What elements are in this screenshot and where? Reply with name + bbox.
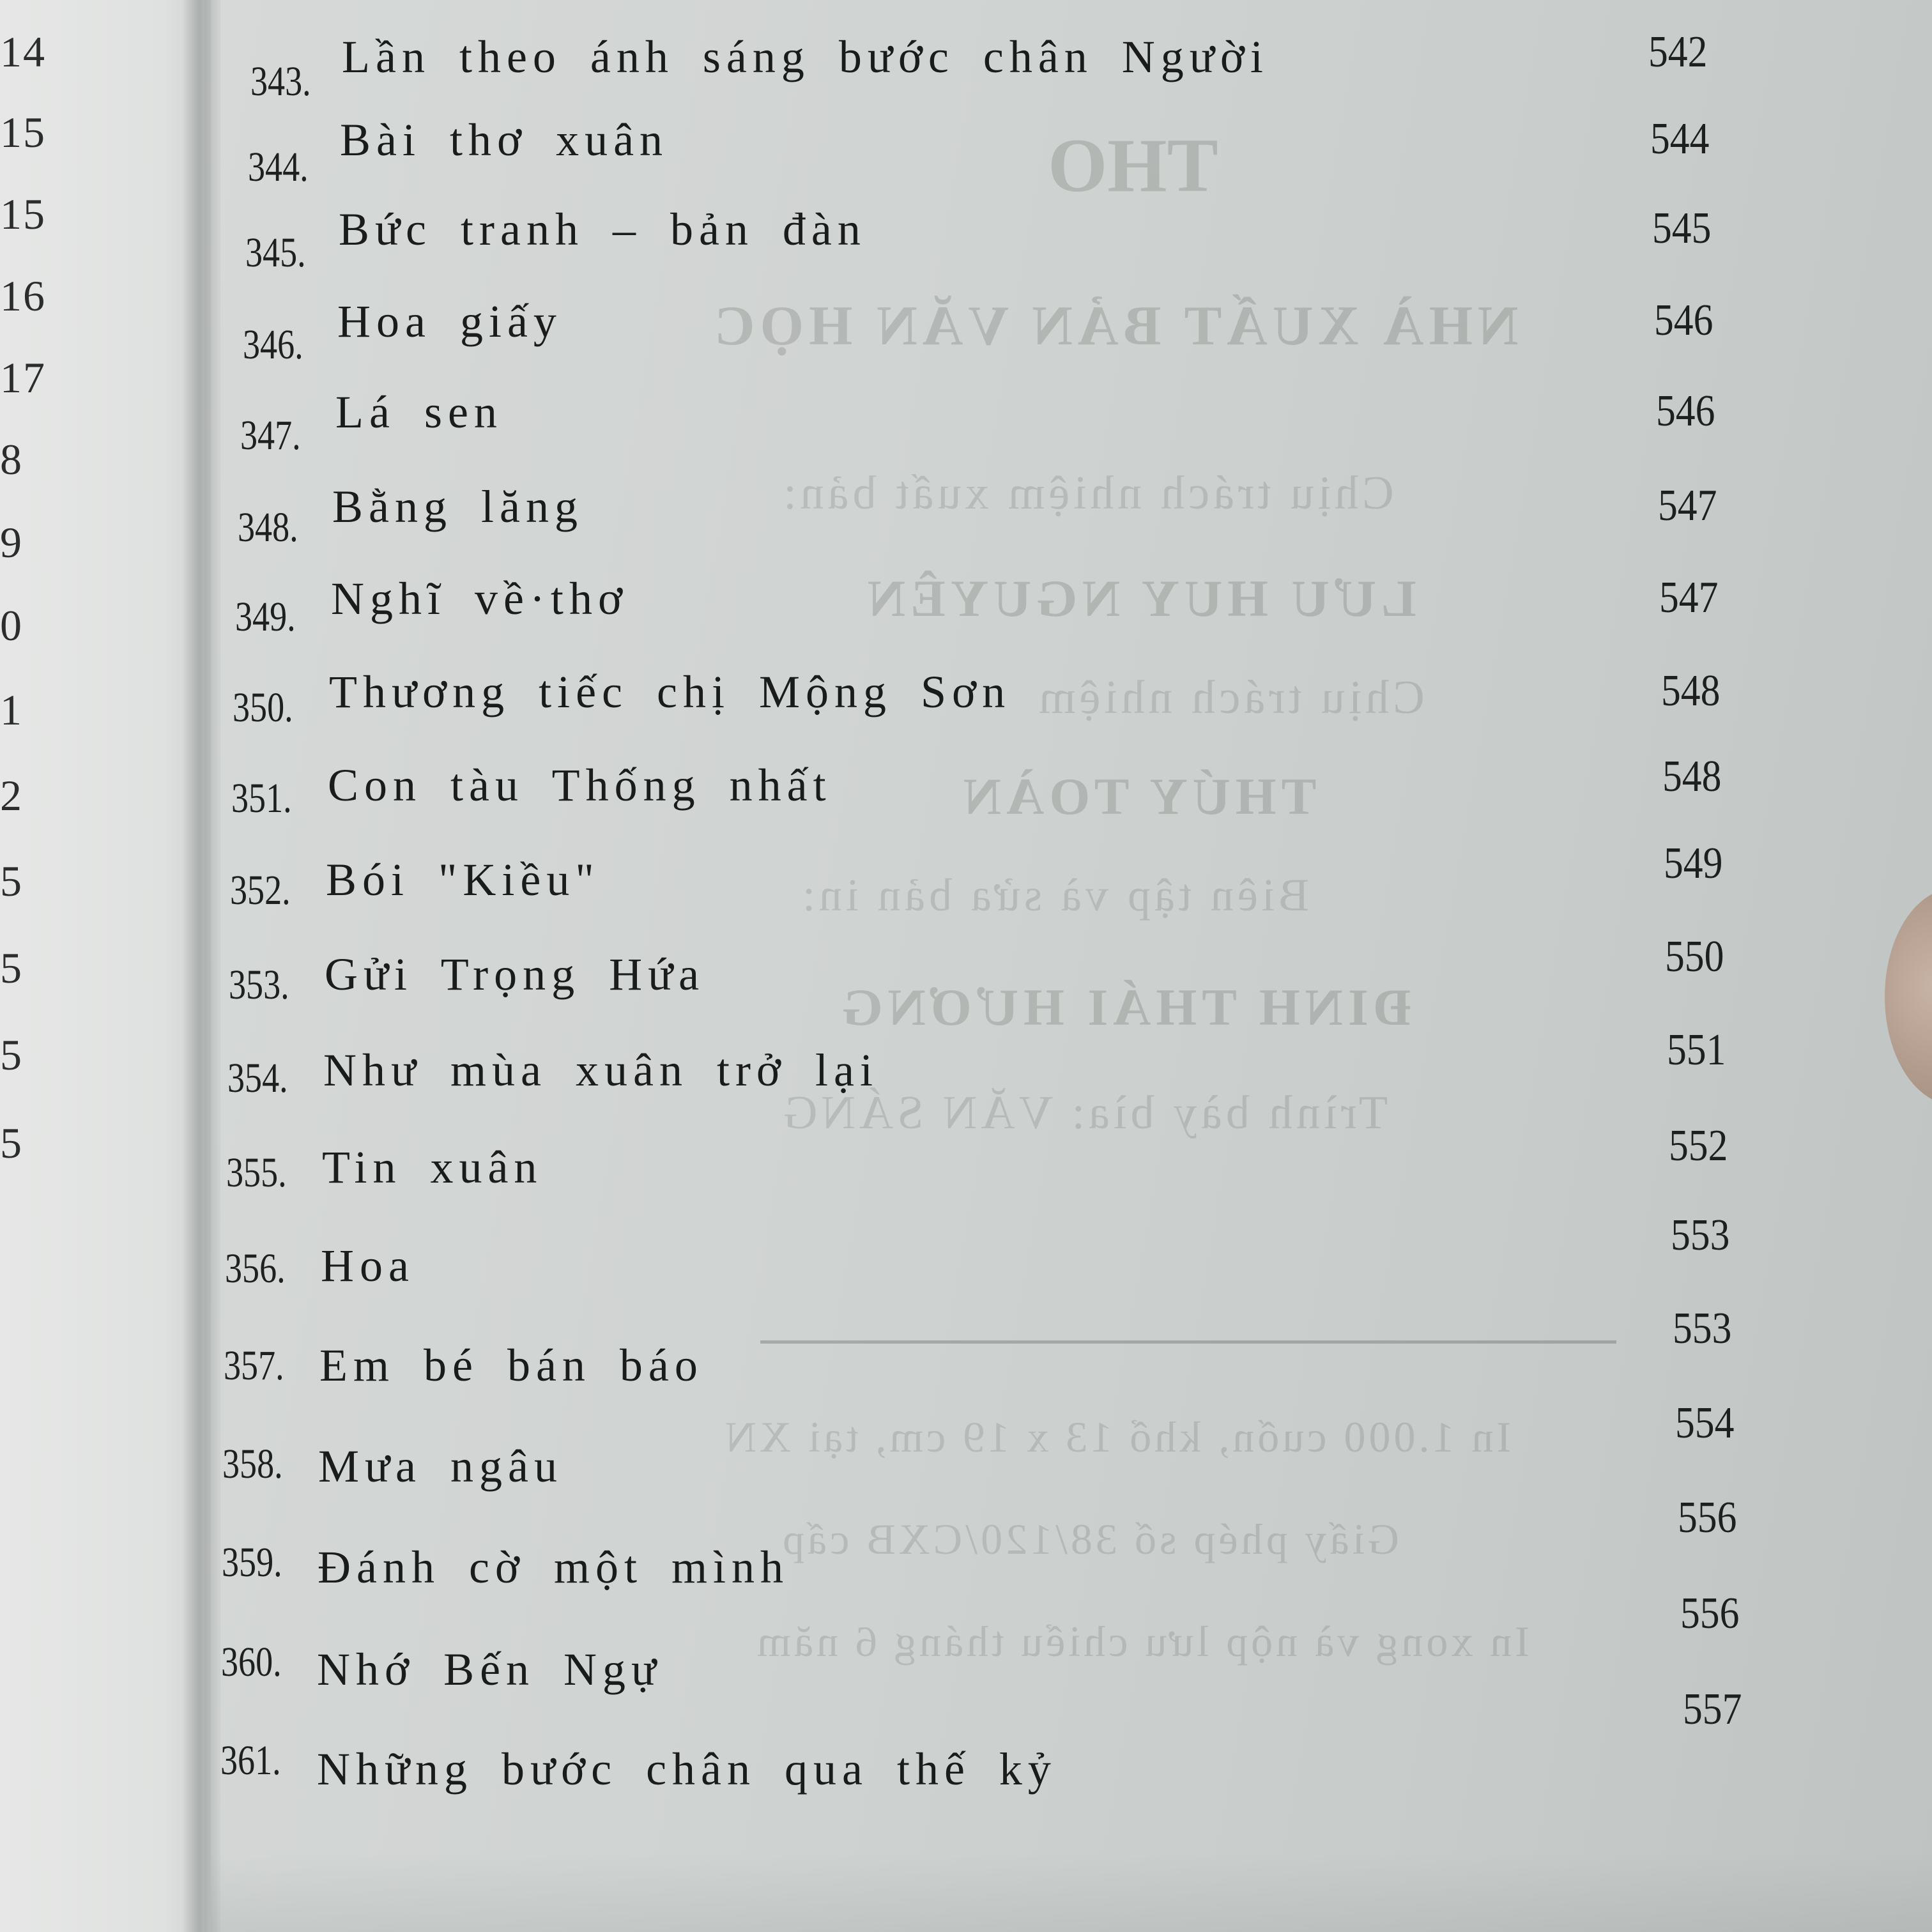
left-page-number: 9: [0, 518, 23, 567]
show-through-text: In 1.000 cuốn, khổ 13 x 19 cm, tại XN: [722, 1413, 1512, 1461]
left-page-number: 5: [0, 1119, 23, 1167]
toc-entry-title: Bói "Kiều": [326, 854, 600, 905]
toc-entry-page: 544: [1650, 114, 1710, 164]
toc-entry-number: 348.: [238, 504, 298, 551]
toc-entry-title: Tin xuân: [322, 1142, 543, 1193]
toc-entry: [0, 839, 1853, 924]
toc-entry-title: Thương tiếc chị Mộng Sơn: [329, 666, 1011, 717]
toc-entry-title: Bài thơ xuân: [340, 114, 669, 165]
show-through-text: THÚY TOÀN: [958, 767, 1317, 825]
toc-entry: [0, 480, 1853, 551]
show-through-text: THO: [1048, 123, 1218, 208]
toc-entry-number: 360.: [221, 1639, 282, 1685]
toc-entry-title: Hoa giấy: [337, 296, 562, 347]
toc-entry-number: 355.: [226, 1149, 287, 1196]
toc-entry-number: 350.: [233, 684, 293, 731]
toc-entry-number: 358.: [222, 1441, 283, 1487]
left-page-number: 17: [0, 353, 46, 402]
toc-entry: [0, 295, 1853, 368]
left-page-number: 5: [0, 944, 23, 992]
toc-entry-title: Con tàu Thống nhất: [328, 760, 832, 811]
toc-entry-page: 546: [1654, 296, 1713, 345]
toc-entry-title: Như mùa xuân trở lại: [323, 1045, 878, 1096]
toc-entry-page: 545: [1652, 204, 1712, 253]
toc-entry-page: 549: [1664, 839, 1723, 888]
toc-entry-page: 556: [1680, 1589, 1740, 1638]
toc-entry-title: Hoa: [321, 1240, 415, 1291]
toc-entry: [0, 1304, 1853, 1409]
toc-entry-number: 343.: [250, 58, 311, 105]
toc-entry-number: 354.: [227, 1055, 288, 1101]
toc-entry-page: 542: [1648, 27, 1708, 77]
toc-entry-title: Nghĩ về·thơ: [331, 573, 629, 624]
toc-entry: [0, 752, 1853, 829]
page-shadow: [211, 1853, 1932, 1932]
toc-entry-number: 344.: [248, 144, 309, 190]
left-page-number: 14: [0, 27, 46, 76]
toc-entry-page: 553: [1673, 1304, 1732, 1353]
toc-entry: [0, 932, 1853, 1018]
toc-entry-page: 551: [1667, 1025, 1726, 1075]
toc-entry-page: 547: [1659, 573, 1719, 622]
left-page-number: 15: [0, 108, 46, 157]
toc-entry: [0, 1685, 1853, 1813]
show-through-text: Giấy phép số 38/120/CXB cấp: [779, 1515, 1399, 1563]
toc-entry-number: 346.: [243, 321, 303, 368]
toc-entry-page: 547: [1658, 481, 1717, 530]
toc-entry: [0, 1025, 1853, 1114]
left-page-number: 5: [0, 1031, 23, 1079]
toc-entry: [0, 1121, 1853, 1211]
show-through-text: NHÀ XUẤT BẢN VĂN HỌC: [709, 295, 1519, 357]
toc-entry-number: 345.: [245, 229, 306, 276]
toc-entry: [0, 24, 1853, 105]
show-through-text: Chịu trách nhiệm xuất bản:: [779, 467, 1394, 519]
toc-entry: [0, 114, 1853, 190]
toc-entry-page: 557: [1683, 1685, 1742, 1734]
toc-entry-number: 347.: [240, 412, 301, 459]
left-page-number: 16: [0, 272, 46, 320]
left-page-number: 8: [0, 435, 23, 484]
show-through-text: Trình bày bìa: VĂN SÁNG: [779, 1087, 1388, 1139]
toc-entry-page: 546: [1656, 387, 1715, 436]
toc-entry: [0, 203, 1853, 276]
left-page-number: 2: [0, 771, 23, 820]
toc-entry-number: 352.: [230, 867, 291, 914]
show-through-text: In xong và nộp lưu chiểu tháng 6 năm: [754, 1617, 1529, 1666]
toc-entry-number: 359.: [222, 1539, 282, 1586]
toc-entry-title: Mưa ngâu: [318, 1441, 563, 1492]
toc-entry-title: Nhớ Bến Ngự: [317, 1644, 663, 1695]
toc-entry-page: 556: [1678, 1493, 1737, 1542]
show-through-text: ĐINH THÁI HƯƠNG: [837, 978, 1412, 1036]
toc-entry-page: 554: [1675, 1399, 1735, 1448]
toc-entry-number: 351.: [231, 775, 292, 822]
toc-entry-title: Lần theo ánh sáng bước chân Người: [342, 31, 1269, 82]
toc-entry: [0, 666, 1853, 736]
toc-entry-number: 356.: [225, 1245, 286, 1292]
toc-entry-number: 349.: [235, 594, 296, 640]
toc-entry-number: 361.: [220, 1737, 281, 1784]
toc-entry-page: 548: [1661, 666, 1721, 716]
left-page-number: 5: [0, 857, 23, 905]
toc-entry-title: Em bé bán báo: [319, 1340, 703, 1391]
left-page-number: 0: [0, 601, 23, 650]
toc-entry-title: Những bước chân qua thế kỷ: [317, 1744, 1057, 1795]
toc-entry-page: 552: [1669, 1121, 1728, 1170]
show-through-text: Chịu trách nhiệm: [1035, 671, 1425, 724]
toc-entry-title: Bằng lăng: [332, 481, 583, 532]
toc-entry-page: 548: [1662, 752, 1722, 801]
toc-entry: [0, 1211, 1853, 1310]
toc-entry-title: Lá sen: [335, 387, 503, 438]
show-through-text: Biên tập và sửa bản in:: [799, 870, 1309, 921]
toc-entry: [0, 386, 1853, 459]
toc-entry-page: 553: [1671, 1211, 1730, 1260]
left-page-number: 1: [0, 686, 23, 734]
toc-entry-number: 357.: [224, 1342, 284, 1389]
toc-entry-title: Bức tranh – bản đàn: [339, 204, 866, 255]
left-page-number: 15: [0, 190, 46, 238]
toc-entry-number: 353.: [229, 962, 289, 1008]
toc-entry-page: 550: [1665, 932, 1724, 981]
toc-entry-title: Gửi Trọng Hứa: [325, 949, 705, 1000]
show-through-text: LƯU HUY NGUYÊN: [862, 569, 1416, 627]
toc-entry: [0, 572, 1853, 643]
toc-entry-title: Đánh cờ một mình: [318, 1542, 789, 1593]
